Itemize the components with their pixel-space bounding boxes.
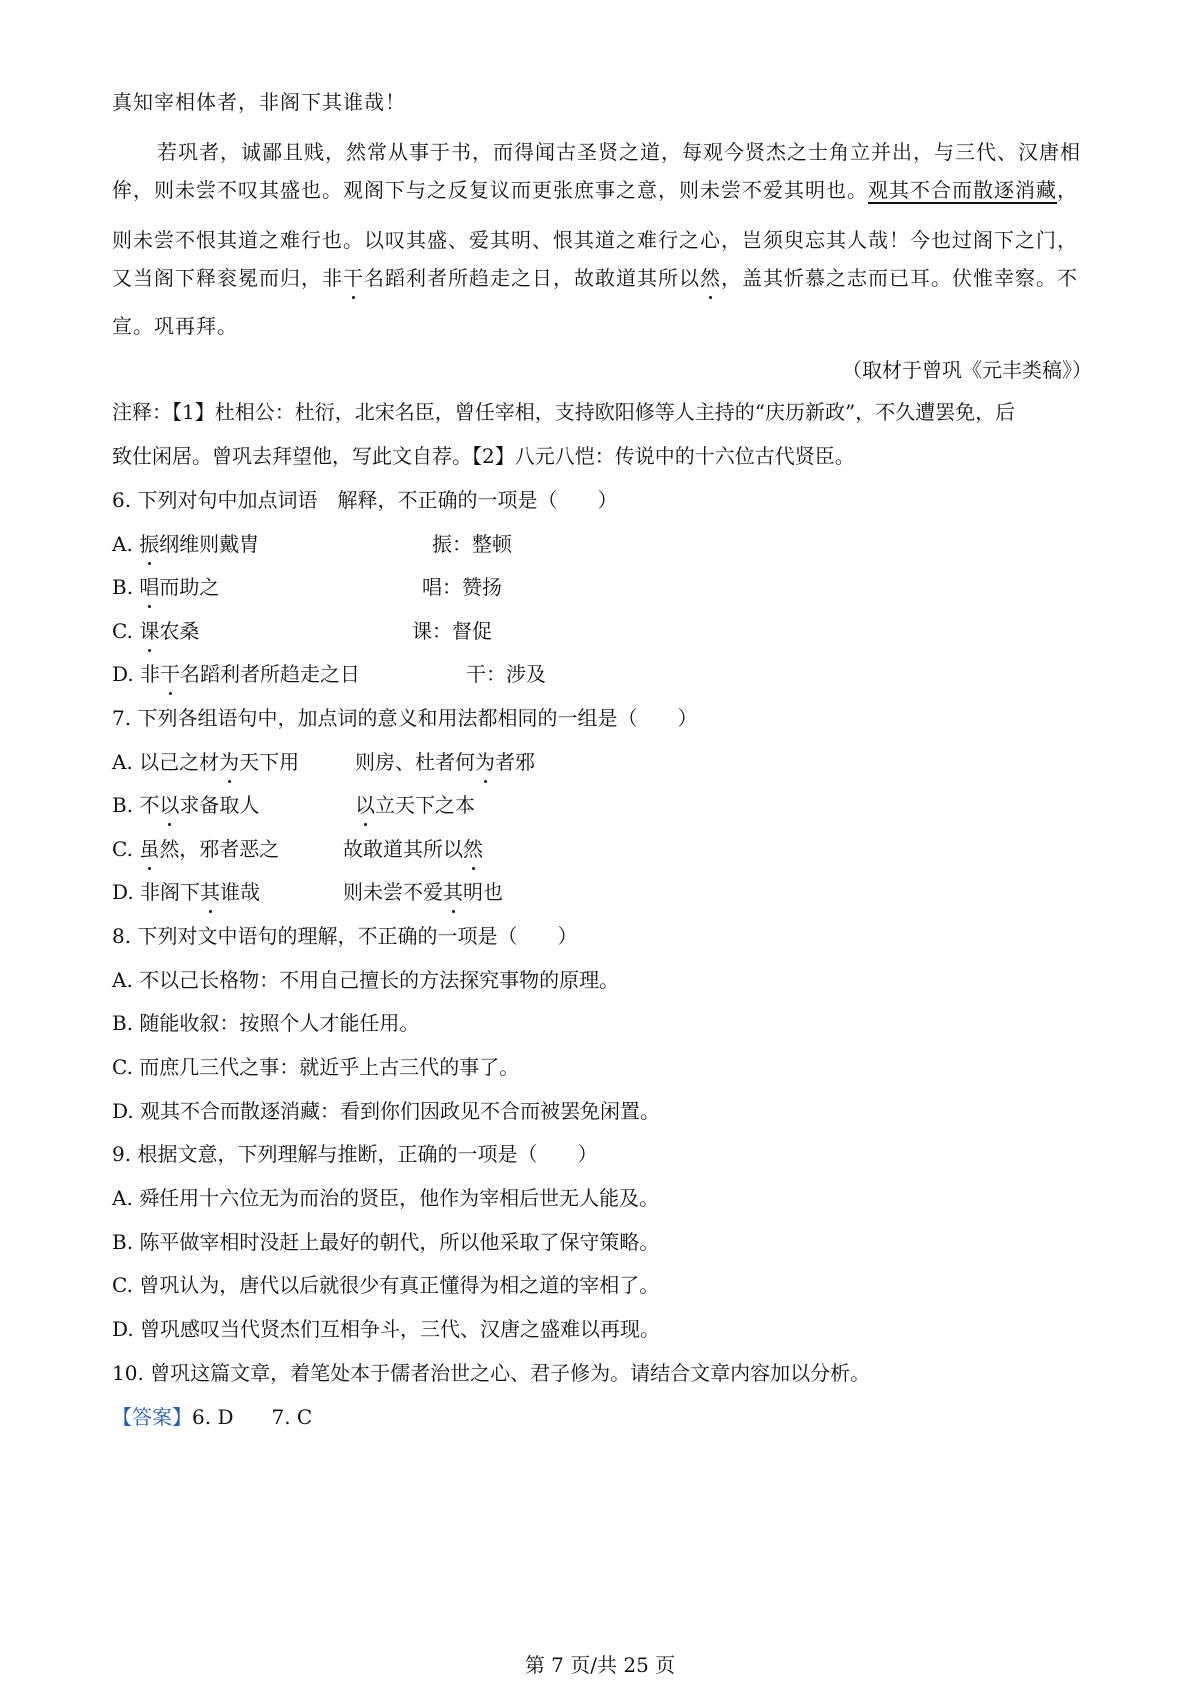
option-letter: B. xyxy=(112,793,140,817)
dotted-word: 然 xyxy=(700,266,721,290)
option-text: 明也 xyxy=(463,880,503,904)
option-text: 则房、杜者何 xyxy=(355,750,475,774)
passage-text: 又当阁下释衮冕而归，非 xyxy=(112,266,343,290)
option-text: 而助之 xyxy=(159,575,220,599)
notes-line: 注释：【1】杜相公：杜衍，北宋名臣，曾任宰相，支持欧阳修等人主持的“庆历新政”，不久遭罢免，后 xyxy=(112,400,1016,424)
option-letter: D. xyxy=(112,662,141,686)
question-6-option-b xyxy=(112,573,219,601)
option-text: 纲维则戴胄 xyxy=(159,532,260,556)
question-8-option-a: A. 不以己长格物：不用自己擅长的方法探究事物的原理。 xyxy=(112,968,620,992)
question-9-option-d: D. 曾巩感叹当代贤杰们互相争斗，三代、汉唐之盛难以再现。 xyxy=(112,1317,661,1341)
option-letter: B. xyxy=(112,575,140,599)
passage-text: 名蹈利者所趋走之日，故敢道其所以 xyxy=(364,266,700,290)
question-10-stem: 10. 曾巩这篇文章，着笔处本于儒者治世之心、君子修为。请结合文章内容加以分析。 xyxy=(112,1361,871,1385)
option-text: 农桑 xyxy=(159,619,200,643)
dotted-word: 其 xyxy=(443,880,463,904)
question-7-option-d-s2 xyxy=(343,878,503,906)
passage-text: ，盖其忻慕之志而已耳。伏惟幸察。不 xyxy=(721,266,1078,290)
dotted-word: 虽 xyxy=(139,837,160,861)
passage-line: 则未尝不恨其道之难行也。以叹其盛、爱其明、恨其道之难行之心，岂须臾忘其人哉！今也过阁下之门， xyxy=(112,228,1078,252)
dotted-word: 为 xyxy=(475,750,495,774)
question-9-option-c: C. 曾巩认为，唐代以后就很少有真正懂得为相之道的宰相了。 xyxy=(112,1273,660,1297)
notes-line: 致仕闲居。曾巩去拜望他，写此文自荐。【2】八元八恺：传说中的十六位古代贤臣。 xyxy=(112,444,855,468)
option-text: 天下用 xyxy=(239,750,300,774)
option-letter: A. xyxy=(112,532,140,556)
answer-line xyxy=(112,1403,312,1431)
question-6-option-d-explain: 干：涉及 xyxy=(466,662,546,686)
dotted-word: 然 xyxy=(463,837,483,861)
option-letter: C. xyxy=(112,837,140,861)
dotted-word: 唱 xyxy=(139,575,160,599)
question-6-option-b-explain: 唱：赞扬 xyxy=(422,575,502,599)
question-9-stem: 9. 根据文意，下列理解与推断，正确的一项是（ ） xyxy=(112,1142,598,1166)
question-8-option-d: D. 观其不合而散逐消藏：看到你们因政见不合而被罢免闲置。 xyxy=(112,1099,661,1123)
page-number: 第 7 页/共 25 页 xyxy=(524,1653,676,1677)
question-7-option-c-s2 xyxy=(343,835,483,863)
question-6-option-c xyxy=(112,617,199,645)
passage-line xyxy=(112,176,1078,204)
option-text: 立天下之本 xyxy=(375,793,475,817)
question-6-option-d xyxy=(112,660,360,688)
question-9-option-a: A. 舜任用十六位无为而治的贤臣，他作为宰相后世无人能及。 xyxy=(112,1186,660,1210)
dotted-word: 干 xyxy=(160,662,181,686)
option-text: 者邪 xyxy=(495,750,535,774)
option-text: 则未尝不爱 xyxy=(343,880,443,904)
option-text: 故敢道其所以 xyxy=(343,837,463,861)
question-8-option-c: C. 而庶几三代之事：就近乎上古三代的事了。 xyxy=(112,1055,520,1079)
answer-7: 7. C xyxy=(271,1405,313,1429)
option-text: 然，邪者恶之 xyxy=(159,837,280,861)
answer-tag: 【答案】 xyxy=(112,1405,192,1429)
dotted-word: 干 xyxy=(343,266,364,290)
passage-line: 真知宰相体者，非阁下其谁哉！ xyxy=(112,90,406,114)
source-citation: （取材于曾巩《元丰类稿》） xyxy=(842,358,1092,382)
question-7-option-d-s1 xyxy=(112,878,260,906)
dotted-word: 其 xyxy=(200,880,221,904)
passage-text: ， xyxy=(1057,178,1078,202)
dotted-word: 为 xyxy=(219,750,240,774)
question-6-stem: 6. 下列对句中加点词语 解释，不正确的一项是（ ） xyxy=(112,488,618,512)
question-7-stem: 7. 下列各组语句中，加点词的意义和用法都相同的一组是（ ） xyxy=(112,706,698,730)
passage-text: 侔，则未尝不叹其盛也。观阁下与之反复议而更张庶事之意，则未尝不爱其明也。 xyxy=(112,178,868,202)
question-7-option-b-s1 xyxy=(112,791,259,819)
question-7-option-a-s1 xyxy=(112,748,299,776)
passage-line xyxy=(112,264,1078,292)
dotted-word: 以 xyxy=(159,793,180,817)
question-8-option-b: B. 随能收叙：按照个人才能任用。 xyxy=(112,1011,420,1035)
question-8-stem: 8. 下列对文中语句的理解，不正确的一项是（ ） xyxy=(112,924,578,948)
option-text: 不 xyxy=(139,793,160,817)
dotted-word: 振 xyxy=(139,532,160,556)
dotted-word: 以 xyxy=(355,793,375,817)
option-text: 非 xyxy=(140,662,161,686)
passage-line: 若巩者，诚鄙且贱，然常从事于书，而得闻古圣贤之道，每观今贤杰之士角立并出，与三代、汉唐相 xyxy=(157,140,1081,164)
option-text: 以己之材 xyxy=(139,750,220,774)
option-letter: D. xyxy=(112,880,141,904)
option-text: 非阁下 xyxy=(140,880,201,904)
option-text: 求备取人 xyxy=(179,793,260,817)
answer-6: 6. D xyxy=(192,1405,234,1429)
dotted-word: 课 xyxy=(139,619,160,643)
passage-line: 宣。巩再拜。 xyxy=(112,314,238,338)
question-9-option-b: B. 陈平做宰相时没赶上最好的朝代，所以他采取了保守策略。 xyxy=(112,1230,660,1254)
question-6-option-a-explain: 振：整顿 xyxy=(432,532,512,556)
option-letter: A. xyxy=(112,750,140,774)
option-letter: C. xyxy=(112,619,140,643)
question-7-option-b-s2 xyxy=(355,791,475,819)
question-6-option-c-explain: 课：督促 xyxy=(412,619,492,643)
question-6-option-a xyxy=(112,530,259,558)
underlined-sentence: 观其不合而散逐消藏 xyxy=(868,178,1057,202)
option-text: 名蹈利者所趋走之日 xyxy=(180,662,361,686)
option-text: 谁哉 xyxy=(220,880,261,904)
question-7-option-c-s1 xyxy=(112,835,279,863)
question-7-option-a-s2 xyxy=(355,748,535,776)
